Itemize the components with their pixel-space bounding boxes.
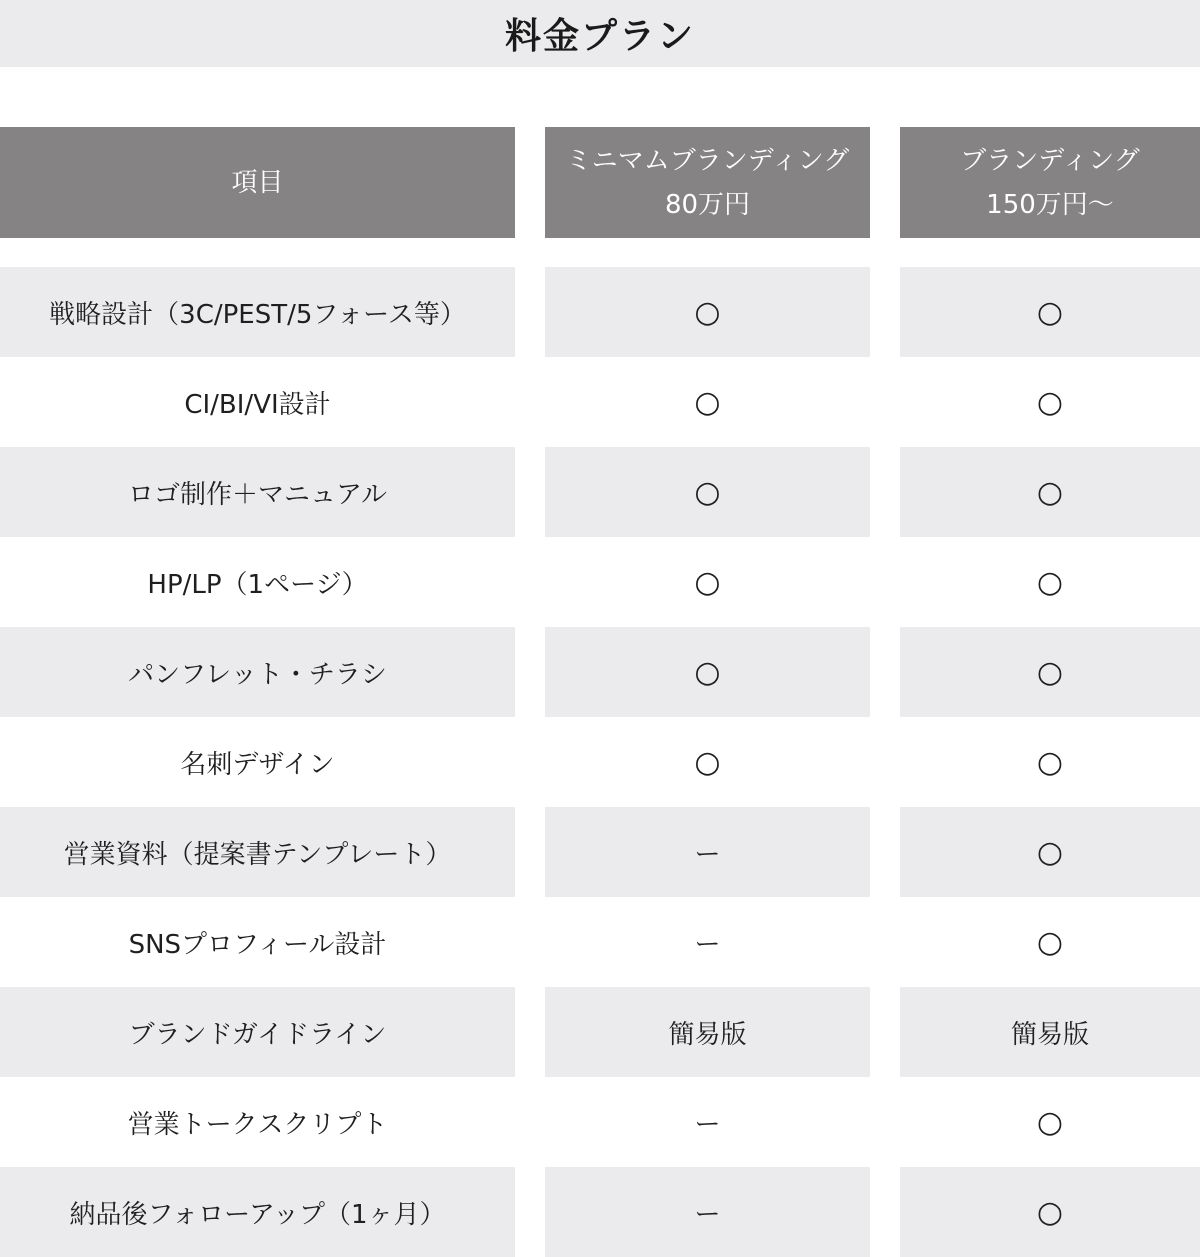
table-row bbox=[0, 267, 1200, 357]
table-row bbox=[0, 1167, 1200, 1257]
row-branding-value: ○ bbox=[900, 537, 1200, 627]
table-row bbox=[0, 357, 1200, 447]
row-branding-value: ○ bbox=[900, 357, 1200, 447]
table-row bbox=[0, 537, 1200, 627]
row-item: 戦略設計（3C/PEST/5フォース等） bbox=[0, 267, 515, 357]
row-minimum-value: ○ bbox=[545, 627, 870, 717]
row-minimum-value: ー bbox=[545, 807, 870, 897]
plan-minimum-price: 80万円 bbox=[664, 189, 751, 220]
row-item: CI/BI/VI設計 bbox=[0, 357, 515, 447]
row-branding-value: ○ bbox=[900, 1167, 1200, 1257]
row-minimum-value: ー bbox=[545, 897, 870, 987]
table-row bbox=[0, 1077, 1200, 1167]
header-item bbox=[0, 127, 515, 238]
table-row bbox=[0, 807, 1200, 897]
row-minimum-value: 簡易版 bbox=[545, 987, 870, 1077]
header-plan-branding bbox=[900, 127, 1200, 238]
row-minimum-value: ○ bbox=[545, 717, 870, 807]
row-branding-value: ○ bbox=[900, 1077, 1200, 1167]
row-minimum-value: ○ bbox=[545, 537, 870, 627]
row-branding-value: ○ bbox=[900, 807, 1200, 897]
row-branding-value: 簡易版 bbox=[900, 987, 1200, 1077]
table-row bbox=[0, 717, 1200, 807]
header-item-label: 項目 bbox=[231, 167, 284, 198]
plan-minimum-name: ミニマムブランディング bbox=[565, 145, 850, 176]
row-item: 名刺デザイン bbox=[0, 717, 515, 807]
row-minimum-value: ー bbox=[545, 1167, 870, 1257]
table-row bbox=[0, 987, 1200, 1077]
page-title: 料金プラン bbox=[504, 16, 695, 57]
row-minimum-value: ○ bbox=[545, 447, 870, 537]
table-row bbox=[0, 897, 1200, 987]
row-minimum-value: ○ bbox=[545, 357, 870, 447]
pricing-table bbox=[0, 127, 1200, 1257]
row-branding-value: ○ bbox=[900, 627, 1200, 717]
row-item: パンフレット・チラシ bbox=[0, 627, 515, 717]
table-row bbox=[0, 627, 1200, 717]
table-header-row bbox=[0, 127, 1200, 238]
row-item: ロゴ制作＋マニュアル bbox=[0, 447, 515, 537]
row-item: HP/LP（1ページ） bbox=[0, 537, 515, 627]
row-branding-value: ○ bbox=[900, 447, 1200, 537]
plan-branding-name: ブランディング bbox=[960, 145, 1140, 176]
plan-branding-price: 150万円〜 bbox=[986, 189, 1114, 220]
row-minimum-value: ー bbox=[545, 1077, 870, 1167]
row-item: ブランドガイドライン bbox=[0, 987, 515, 1077]
row-branding-value: ○ bbox=[900, 717, 1200, 807]
row-item: 納品後フォローアップ（1ヶ月） bbox=[0, 1167, 515, 1257]
row-item: 営業トークスクリプト bbox=[0, 1077, 515, 1167]
table-row bbox=[0, 447, 1200, 537]
row-minimum-value: ○ bbox=[545, 267, 870, 357]
header-plan-minimum bbox=[545, 127, 870, 238]
row-branding-value: ○ bbox=[900, 897, 1200, 987]
row-item: 営業資料（提案書テンプレート） bbox=[0, 807, 515, 897]
row-branding-value: ○ bbox=[900, 267, 1200, 357]
title-bar bbox=[0, 0, 1200, 67]
row-item: SNSプロフィール設計 bbox=[0, 897, 515, 987]
